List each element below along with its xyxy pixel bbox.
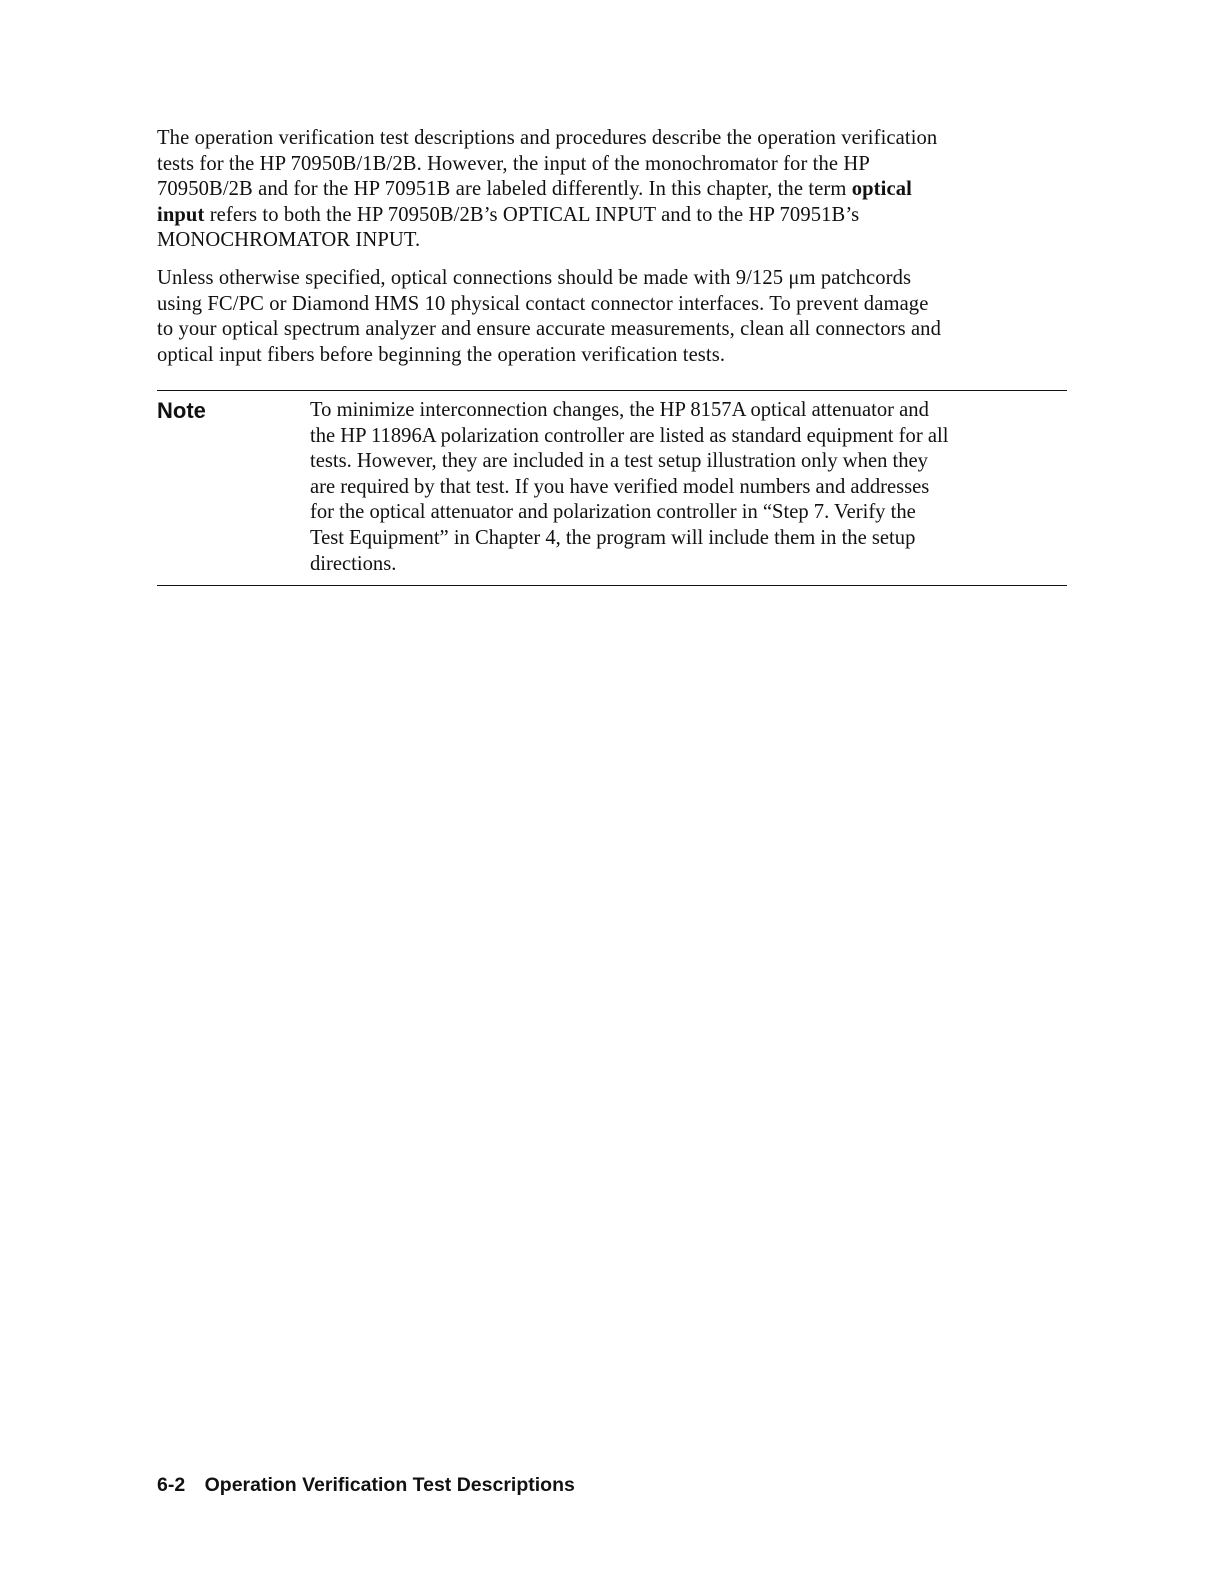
intro-line-1: The operation verification test descriptions and procedures describe the operation verification: [157, 127, 938, 149]
note-line-5: for the optical attenuator and polarization controller in “Step 7. Verify the: [310, 501, 916, 524]
note-line-3: tests. However, they are included in a test setup illustration only when they: [310, 450, 928, 473]
note-label: Note: [157, 398, 206, 423]
intro-line-3: [157, 177, 1067, 203]
intro-line-3-text: 70950B/2B and for the HP 70951B are labeled differently. In this chapter, the term: [157, 178, 852, 201]
intro-line-5: MONOCHROMATOR INPUT.: [157, 229, 421, 252]
term-optical: optical: [851, 178, 912, 201]
intro-line-4: [157, 203, 1067, 229]
page-footer: [157, 1473, 575, 1497]
page-number: 6-2: [157, 1474, 186, 1496]
connections-line-4: optical input fibers before beginning the operation verification tests.: [157, 343, 726, 366]
note-line-1: To minimize interconnection changes, the HP 8157A optical attenuator and: [310, 399, 929, 421]
note-line-7: directions.: [310, 552, 397, 575]
section-title: Operation Verification Test Descriptions: [204, 1474, 575, 1496]
connections-line-1: Unless otherwise specified, optical connections should be made with 9/125 μm patchcords: [157, 267, 912, 289]
note-line-4: are required by that test. If you have verified model numbers and addresses: [310, 475, 930, 498]
term-input: input: [157, 203, 205, 226]
intro-paragraph: [157, 126, 1067, 254]
connections-line-2: using FC/PC or Diamond HMS 10 physical contact connector interfaces. To prevent damage: [157, 292, 929, 315]
connections-line-3: to your optical spectrum analyzer and ensure accurate measurements, clean all connectors and: [157, 318, 941, 341]
note-bottom-rule: [157, 585, 1067, 586]
intro-line-4-text: refers to both the HP 70950B/2B’s OPTICAL INPUT and to the HP 70951B’s: [204, 203, 860, 226]
note-line-6: Test Equipment” in Chapter 4, the program will include them in the setup: [310, 526, 916, 549]
note-body: [310, 398, 1070, 577]
connections-paragraph: [157, 266, 1067, 368]
intro-line-2: tests for the HP 70950B/1B/2B. However, the input of the monochromator for the HP: [157, 152, 870, 175]
note-line-2: the HP 11896A polarization controller are listed as standard equipment for all: [310, 424, 949, 447]
note-top-rule: [157, 390, 1067, 391]
